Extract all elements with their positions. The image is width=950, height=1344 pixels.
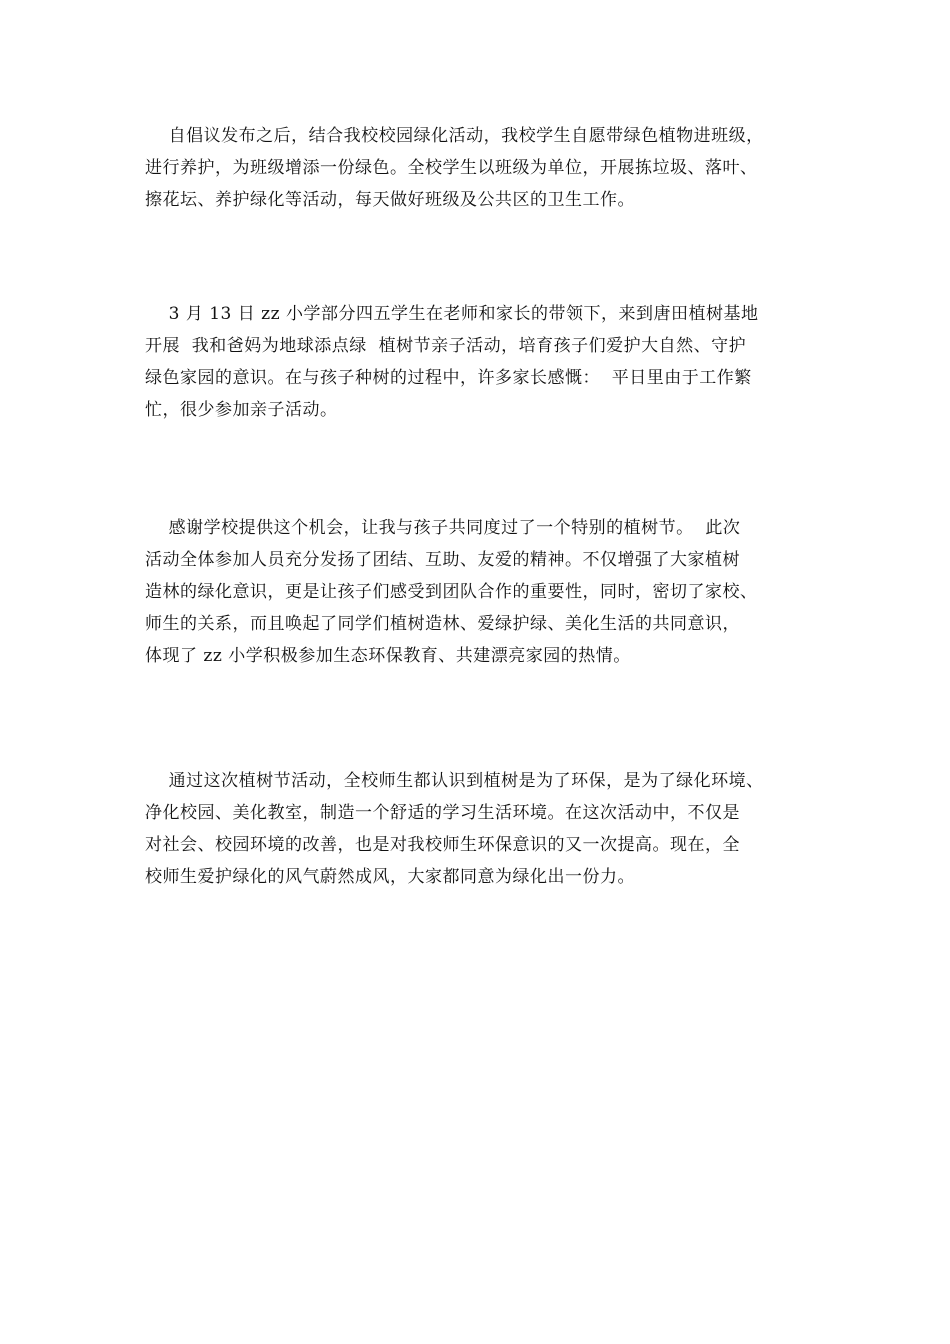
paragraph-line: 进行养护，为班级增添一份绿色。全校学生以班级为单位，开展拣垃圾、落叶、: [145, 158, 758, 178]
paragraph-line: 绿色家园的意识。在与孩子种树的过程中，许多家长感慨： 平日里由于工作繁: [145, 368, 752, 388]
paragraph-line: 开展 我和爸妈为地球添点绿 植树节亲子活动，培育孩子们爱护大自然、守护: [145, 336, 747, 356]
paragraph-2: [145, 298, 815, 426]
paragraph-line: 活动全体参加人员充分发扬了团结、互助、友爱的精神。不仅增强了大家植树: [145, 550, 740, 570]
paragraph-line: 师生的关系，而且唤起了同学们植树造林、爱绿护绿、美化生活的共同意识，: [145, 614, 740, 634]
paragraph-line: 忙，很少参加亲子活动。: [145, 400, 338, 420]
paragraph-line: 校师生爱护绿化的风气蔚然成风，大家都同意为绿化出一份力。: [145, 867, 635, 887]
paragraph-line: 通过这次植树节活动，全校师生都认识到植树是为了环保，是为了绿化环境、: [145, 771, 764, 791]
paragraph-4: [145, 765, 815, 893]
paragraph-3: [145, 512, 815, 672]
paragraph-line: 3 月 13 日 zz 小学部分四五学生在老师和家长的带领下，来到唐田植树基地: [145, 304, 759, 324]
paragraph-1: [145, 120, 815, 216]
paragraph-line: 净化校园、美化教室，制造一个舒适的学习生活环境。在这次活动中，不仅是: [145, 803, 740, 823]
paragraph-line: 对社会、校园环境的改善，也是对我校师生环保意识的又一次提高。现在，全: [145, 835, 740, 855]
paragraph-line: 感谢学校提供这个机会，让我与孩子共同度过了一个特别的植树节。 此次: [145, 518, 741, 538]
paragraph-line: 体现了 zz 小学积极参加生态环保教育、共建漂亮家园的热情。: [145, 646, 631, 666]
paragraph-line: 擦花坛、养护绿化等活动，每天做好班级及公共区的卫生工作。: [145, 190, 635, 210]
paragraph-line: 造林的绿化意识，更是让孩子们感受到团队合作的重要性，同时，密切了家校、: [145, 582, 758, 602]
paragraph-line: 自倡议发布之后，结合我校校园绿化活动，我校学生自愿带绿色植物进班级，: [145, 126, 764, 146]
